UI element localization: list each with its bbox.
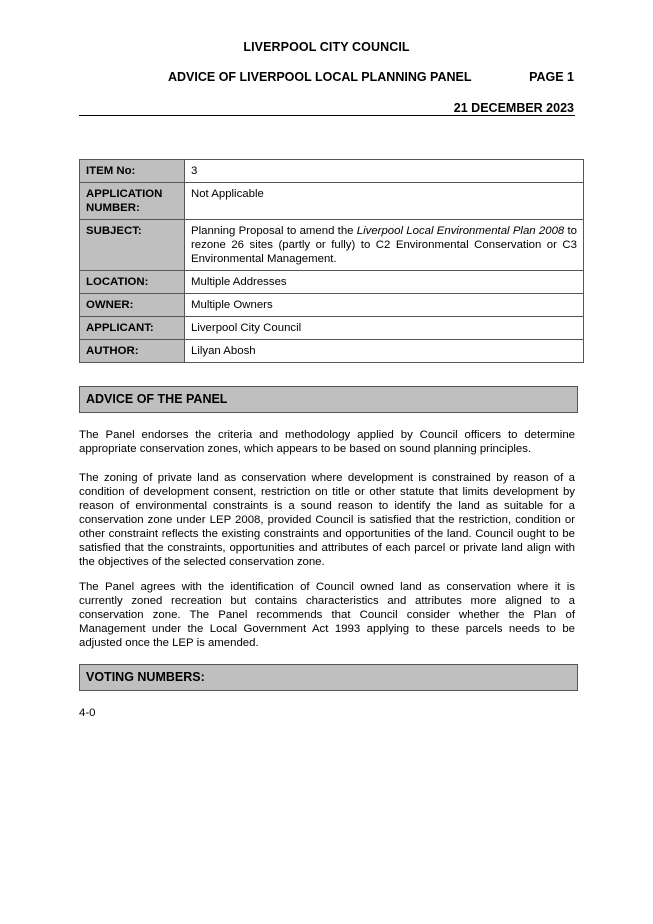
location-label: LOCATION: bbox=[80, 271, 185, 294]
table-row bbox=[80, 183, 584, 220]
council-name: LIVERPOOL CITY COUNCIL bbox=[243, 40, 410, 54]
author-label: AUTHOR: bbox=[80, 340, 185, 363]
header-divider bbox=[79, 115, 575, 116]
table-row bbox=[80, 340, 584, 363]
table-row bbox=[80, 317, 584, 340]
subject-text-pre: Planning Proposal to amend the bbox=[191, 225, 357, 237]
advice-paragraph-1: The Panel endorses the criteria and methodology applied by Council officers to determine appropriate conservation zones, which appears to be based on sound planning principles. bbox=[79, 429, 575, 455]
author-value: Lilyan Abosh bbox=[185, 340, 584, 363]
panel-title: ADVICE OF LIVERPOOL LOCAL PLANNING PANEL bbox=[168, 70, 472, 84]
subject-value bbox=[185, 220, 584, 271]
owner-value: Multiple Owners bbox=[185, 294, 584, 317]
advice-paragraph-2: The zoning of private land as conservation where development is constrained by reason of a condition of development consent, restriction on title or other statute that limits development by reason of environmental constraints is a sound reason to identify the land as suitable for a conservation zone under LEP 2008, provided Council is satisfied that the restriction, condition or other constraint reflects the existing constraints and opportunities of the land. Council ought to be satisfied that the constraints, opportunities and attributes of each parcel or private land align with the objectives of the selected conservation zone. bbox=[79, 472, 575, 568]
item-no-value: 3 bbox=[185, 160, 584, 183]
page-number: PAGE 1 bbox=[529, 70, 574, 84]
subject-text-italic: Liverpool Local Environmental Plan 2008 bbox=[356, 225, 565, 237]
table-row bbox=[80, 294, 584, 317]
owner-label: OWNER: bbox=[80, 294, 185, 317]
table-row bbox=[80, 220, 584, 271]
application-number-label: APPLICATION NUMBER: bbox=[80, 183, 185, 220]
applicant-value: Liverpool City Council bbox=[185, 317, 584, 340]
item-no-label: ITEM No: bbox=[80, 160, 185, 183]
table-row bbox=[80, 271, 584, 294]
subject-label: SUBJECT: bbox=[80, 220, 185, 271]
meeting-date: 21 DECEMBER 2023 bbox=[453, 101, 574, 115]
voting-result: 4-0 bbox=[79, 707, 96, 719]
voting-heading: VOTING NUMBERS: bbox=[79, 664, 578, 691]
applicant-label: APPLICANT: bbox=[80, 317, 185, 340]
advice-heading: ADVICE OF THE PANEL bbox=[79, 386, 578, 413]
table-row bbox=[80, 160, 584, 183]
subject-text-post: to rezone 26 sites (partly or fully) to C2 Environmental Conservation or C3 Environmental Management. bbox=[191, 225, 578, 265]
application-info-table bbox=[79, 159, 584, 363]
location-value: Multiple Addresses bbox=[185, 271, 584, 294]
application-number-value: Not Applicable bbox=[185, 183, 584, 220]
advice-paragraph-3: The Panel agrees with the identification of Council owned land as conservation where it is currently zoned recreation but contains characteristics and attributes more aligned to a conservation zone. The Panel recommends that Council consider whether the Plan of Management under the Local Government Act 1993 applying to these parcels needs to be adjusted once the LEP is amended. bbox=[79, 581, 575, 649]
